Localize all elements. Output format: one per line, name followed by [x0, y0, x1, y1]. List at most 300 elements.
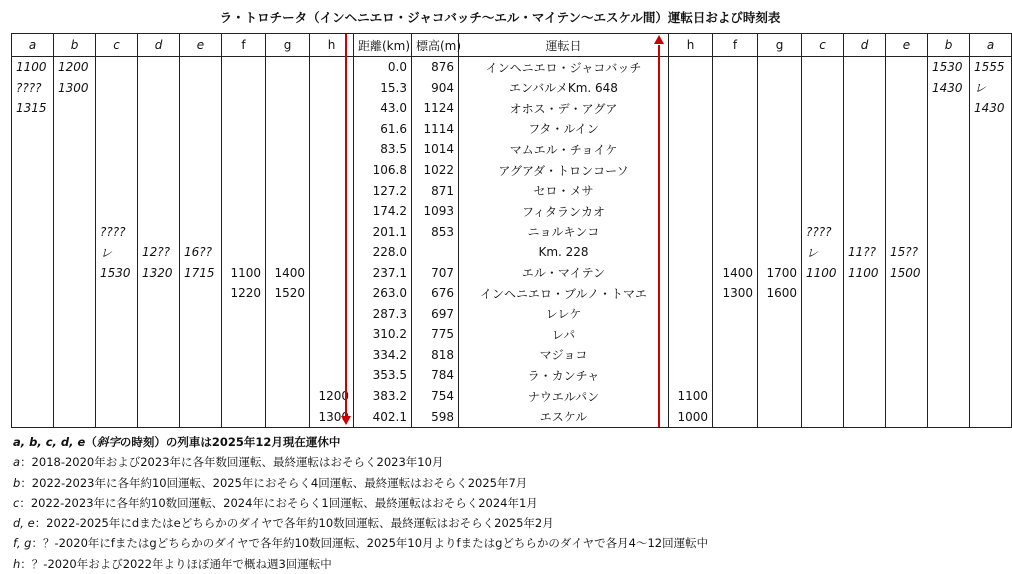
col-header: 距離(km): [354, 34, 412, 57]
station-name: ニョルキンコ: [459, 221, 669, 242]
note-text: ：2018-2020年および2023年に各年数回運転、最終運転はおそらく2023年10月: [20, 455, 444, 470]
time-cell: [669, 201, 713, 222]
time-cell: [970, 160, 1012, 181]
station-name: ラ・カンチャ: [459, 365, 669, 386]
time-cell: [266, 160, 310, 181]
time-cell: [96, 78, 138, 99]
time-cell: [180, 221, 222, 242]
time-cell: [802, 119, 844, 140]
col-header: c: [96, 34, 138, 57]
distance-cell: 237.1: [354, 262, 412, 283]
time-cell: [180, 345, 222, 366]
time-cell: [758, 180, 802, 201]
elevation-cell: 1114: [412, 119, 459, 140]
time-cell: [928, 119, 970, 140]
col-header: h: [669, 34, 713, 57]
time-cell: [96, 406, 138, 427]
time-cell: [758, 406, 802, 427]
distance-cell: 310.2: [354, 324, 412, 345]
time-cell: [758, 119, 802, 140]
time-cell: [970, 345, 1012, 366]
time-cell: 1400: [713, 262, 758, 283]
time-cell: 1315: [12, 98, 54, 119]
time-cell: [802, 78, 844, 99]
time-cell: [713, 139, 758, 160]
note-text: ：2022-2023年に各年約10数回運転、2024年におそらく1回運転、最終運転はおそらく2024年1月: [19, 495, 538, 510]
up-arrow-icon: [654, 35, 664, 44]
station-name: インヘニエロ・ジャコバッチ: [459, 57, 669, 78]
header-row: [12, 34, 1012, 57]
distance-cell: 127.2: [354, 180, 412, 201]
time-cell: [886, 365, 928, 386]
time-cell: [138, 283, 180, 304]
time-cell: [844, 98, 886, 119]
time-cell: [96, 324, 138, 345]
time-cell: [844, 78, 886, 99]
col-header: g: [758, 34, 802, 57]
time-cell: [928, 345, 970, 366]
time-cell: [54, 221, 96, 242]
table-row: [12, 345, 1012, 366]
time-cell: 1500: [886, 262, 928, 283]
time-cell: [886, 98, 928, 119]
time-cell: [802, 324, 844, 345]
time-cell: [222, 160, 266, 181]
col-header: c: [802, 34, 844, 57]
time-cell: [886, 324, 928, 345]
distance-cell: 0.0: [354, 57, 412, 78]
time-cell: [12, 221, 54, 242]
table-row: [12, 78, 1012, 99]
time-cell: [802, 98, 844, 119]
time-cell: 1400: [266, 262, 310, 283]
time-cell: [802, 57, 844, 78]
time-cell: [669, 119, 713, 140]
time-cell: [713, 160, 758, 181]
time-cell: [222, 304, 266, 325]
time-cell: [928, 406, 970, 427]
elevation-cell: 1093: [412, 201, 459, 222]
time-cell: [180, 139, 222, 160]
time-cell: [266, 57, 310, 78]
time-cell: [758, 139, 802, 160]
time-cell: [970, 324, 1012, 345]
note-key: c: [13, 495, 20, 510]
time-cell: [180, 406, 222, 427]
time-cell: [928, 98, 970, 119]
col-header: b: [54, 34, 96, 57]
table-row: [12, 98, 1012, 119]
time-cell: [886, 139, 928, 160]
elevation-cell: 1124: [412, 98, 459, 119]
time-cell: [138, 139, 180, 160]
time-cell: [96, 283, 138, 304]
time-cell: [970, 242, 1012, 263]
time-cell: [844, 119, 886, 140]
col-header: g: [266, 34, 310, 57]
time-cell: [138, 365, 180, 386]
time-cell: [758, 201, 802, 222]
col-header: f: [713, 34, 758, 57]
time-cell: [758, 242, 802, 263]
time-cell: [844, 365, 886, 386]
distance-cell: 383.2: [354, 386, 412, 407]
time-cell: [96, 57, 138, 78]
table-row: [12, 201, 1012, 222]
time-cell: [802, 406, 844, 427]
time-cell: [180, 119, 222, 140]
time-cell: 1520: [266, 283, 310, 304]
distance-cell: 61.6: [354, 119, 412, 140]
time-cell: [54, 242, 96, 263]
station-name: マムエル・チョイケ: [459, 139, 669, 160]
col-header: d: [844, 34, 886, 57]
time-cell: [266, 180, 310, 201]
time-cell: [138, 221, 180, 242]
time-cell: [802, 180, 844, 201]
station-name: フィタランカオ: [459, 201, 669, 222]
time-cell: [844, 160, 886, 181]
time-cell: [96, 160, 138, 181]
time-cell: 1200: [54, 57, 96, 78]
time-cell: [886, 78, 928, 99]
time-cell: [96, 304, 138, 325]
time-cell: 1555: [970, 57, 1012, 78]
time-cell: [180, 386, 222, 407]
time-cell: [970, 201, 1012, 222]
time-cell: [222, 324, 266, 345]
time-cell: [713, 180, 758, 201]
time-cell: [844, 283, 886, 304]
distance-cell: 402.1: [354, 406, 412, 427]
time-cell: [138, 119, 180, 140]
time-cell: [266, 386, 310, 407]
time-cell: [886, 160, 928, 181]
distance-cell: 15.3: [354, 78, 412, 99]
note-line: [13, 473, 993, 493]
elevation-cell: 1022: [412, 160, 459, 181]
time-cell: [12, 201, 54, 222]
time-cell: [12, 386, 54, 407]
time-cell: [54, 119, 96, 140]
time-cell: [758, 57, 802, 78]
time-cell: 16??: [180, 242, 222, 263]
note-key: a: [13, 455, 21, 470]
time-cell: [54, 98, 96, 119]
table-row: [12, 139, 1012, 160]
time-cell: [669, 57, 713, 78]
time-cell: [54, 324, 96, 345]
time-cell: [802, 201, 844, 222]
time-cell: [138, 98, 180, 119]
time-cell: 1700: [758, 262, 802, 283]
time-cell: [886, 283, 928, 304]
elevation-cell: 853: [412, 221, 459, 242]
time-cell: [12, 324, 54, 345]
time-cell: [138, 406, 180, 427]
notes-header-text: の時刻）の列車は2025年12月現在運休中: [119, 435, 341, 449]
time-cell: [758, 324, 802, 345]
time-cell: [180, 160, 222, 181]
col-header: 標高(m): [412, 34, 459, 57]
station-name: インヘニエロ・ブルノ・トマエ: [459, 283, 669, 304]
time-cell: [669, 221, 713, 242]
time-cell: ????: [802, 221, 844, 242]
col-header: e: [886, 34, 928, 57]
time-cell: レ: [802, 242, 844, 263]
time-cell: [222, 139, 266, 160]
time-cell: [669, 78, 713, 99]
time-cell: [886, 201, 928, 222]
timetable: [11, 33, 1012, 428]
time-cell: [844, 345, 886, 366]
elevation-cell: 904: [412, 78, 459, 99]
table-row: [12, 406, 1012, 427]
time-cell: [886, 221, 928, 242]
time-cell: [970, 406, 1012, 427]
time-cell: [12, 119, 54, 140]
table-row: [12, 324, 1012, 345]
time-cell: [266, 324, 310, 345]
time-cell: 11??: [844, 242, 886, 263]
time-cell: [928, 386, 970, 407]
time-cell: ????: [12, 78, 54, 99]
col-header: f: [222, 34, 266, 57]
time-cell: [12, 304, 54, 325]
station-name: エンバルメKm. 648: [459, 78, 669, 99]
time-cell: 12??: [138, 242, 180, 263]
time-cell: [713, 201, 758, 222]
time-cell: [180, 324, 222, 345]
time-cell: [928, 139, 970, 160]
time-cell: [266, 345, 310, 366]
time-cell: [886, 180, 928, 201]
time-cell: [12, 283, 54, 304]
time-cell: [758, 221, 802, 242]
col-header: h: [310, 34, 354, 57]
time-cell: [138, 386, 180, 407]
time-cell: [222, 365, 266, 386]
time-cell: [96, 139, 138, 160]
time-cell: [266, 201, 310, 222]
station-name: エスケル: [459, 406, 669, 427]
time-cell: [970, 365, 1012, 386]
time-cell: [886, 57, 928, 78]
col-header: b: [928, 34, 970, 57]
time-cell: [669, 160, 713, 181]
time-cell: [970, 304, 1012, 325]
time-cell: [54, 345, 96, 366]
distance-cell: 353.5: [354, 365, 412, 386]
time-cell: [180, 78, 222, 99]
time-cell: [180, 57, 222, 78]
time-cell: 1100: [12, 57, 54, 78]
time-cell: [222, 221, 266, 242]
up-direction-arrow: [658, 45, 660, 427]
down-arrow-icon: [341, 416, 351, 425]
time-cell: [758, 386, 802, 407]
time-cell: [12, 139, 54, 160]
time-cell: [713, 78, 758, 99]
time-cell: [138, 180, 180, 201]
distance-cell: 334.2: [354, 345, 412, 366]
notes-header-trains: a, b, c, d, e: [13, 435, 86, 449]
station-name: レレケ: [459, 304, 669, 325]
time-cell: [802, 304, 844, 325]
time-cell: 15??: [886, 242, 928, 263]
time-cell: [886, 345, 928, 366]
note-text: ：2022-2023年に各年約10回運転、2025年におそらく4回運転、最終運転はおそらく2025年7月: [20, 475, 528, 490]
station-name: フタ・ルイン: [459, 119, 669, 140]
time-cell: [886, 406, 928, 427]
distance-cell: 201.1: [354, 221, 412, 242]
time-cell: 1430: [928, 78, 970, 99]
elevation-cell: 775: [412, 324, 459, 345]
time-cell: 1000: [669, 406, 713, 427]
time-cell: [713, 406, 758, 427]
distance-cell: 106.8: [354, 160, 412, 181]
elevation-cell: 784: [412, 365, 459, 386]
time-cell: [138, 324, 180, 345]
distance-cell: 263.0: [354, 283, 412, 304]
time-cell: [12, 262, 54, 283]
time-cell: [928, 304, 970, 325]
time-cell: [844, 324, 886, 345]
note-text: ：2022-2025年にdまたはeどちらかのダイヤで各年約10数回運転、最終運転はおそらく2025年2月: [34, 516, 554, 531]
table-row: [12, 180, 1012, 201]
time-cell: ????: [96, 221, 138, 242]
time-cell: 1300: [310, 406, 354, 427]
time-cell: [222, 98, 266, 119]
time-cell: [928, 242, 970, 263]
time-cell: [222, 57, 266, 78]
time-cell: [138, 201, 180, 222]
col-header: e: [180, 34, 222, 57]
time-cell: [844, 406, 886, 427]
time-cell: [669, 345, 713, 366]
time-cell: [802, 139, 844, 160]
col-header: a: [970, 34, 1012, 57]
time-cell: [669, 262, 713, 283]
table-row: [12, 283, 1012, 304]
time-cell: 1530: [928, 57, 970, 78]
time-cell: [96, 345, 138, 366]
time-cell: [222, 180, 266, 201]
time-cell: [970, 283, 1012, 304]
time-cell: [266, 98, 310, 119]
distance-cell: 287.3: [354, 304, 412, 325]
time-cell: [12, 365, 54, 386]
down-direction-arrow: [345, 34, 347, 416]
time-cell: [713, 345, 758, 366]
time-cell: [54, 365, 96, 386]
table-row: [12, 57, 1012, 78]
note-key: h: [13, 556, 21, 571]
time-cell: [96, 386, 138, 407]
time-cell: [886, 386, 928, 407]
time-cell: [802, 283, 844, 304]
time-cell: [669, 180, 713, 201]
table-row: [12, 386, 1012, 407]
time-cell: [138, 304, 180, 325]
time-cell: レ: [970, 78, 1012, 99]
time-cell: 1430: [970, 98, 1012, 119]
station-name: レパ: [459, 324, 669, 345]
note-line: [13, 513, 993, 533]
time-cell: [266, 304, 310, 325]
elevation-cell: 598: [412, 406, 459, 427]
table-row: [12, 262, 1012, 283]
note-key: d, e: [13, 516, 35, 531]
time-cell: 1100: [802, 262, 844, 283]
time-cell: [970, 139, 1012, 160]
time-cell: [222, 242, 266, 263]
time-cell: [713, 365, 758, 386]
time-cell: [802, 386, 844, 407]
time-cell: [222, 386, 266, 407]
time-cell: [266, 365, 310, 386]
time-cell: [54, 386, 96, 407]
notes-header-paren: （: [85, 435, 97, 449]
time-cell: [844, 221, 886, 242]
time-cell: [138, 57, 180, 78]
note-text: ：？-2020年にfまたはgどちらかのダイヤで各年約10数回運転、2025年10月よりfまたはgどちらかのダイヤで各月4〜12回運転中: [31, 536, 709, 551]
table-row: [12, 160, 1012, 181]
time-cell: [54, 304, 96, 325]
time-cell: 1600: [758, 283, 802, 304]
time-cell: [96, 119, 138, 140]
time-cell: レ: [96, 242, 138, 263]
note-line: [13, 452, 993, 472]
time-cell: [180, 180, 222, 201]
time-cell: [758, 160, 802, 181]
note-key: b: [13, 475, 21, 490]
time-cell: [713, 324, 758, 345]
time-cell: [844, 304, 886, 325]
station-name: ナウエルパン: [459, 386, 669, 407]
time-cell: [669, 365, 713, 386]
time-cell: [266, 119, 310, 140]
time-cell: 1715: [180, 262, 222, 283]
time-cell: 1300: [713, 283, 758, 304]
time-cell: [266, 406, 310, 427]
time-cell: [222, 78, 266, 99]
time-cell: [928, 201, 970, 222]
time-cell: [669, 139, 713, 160]
time-cell: [12, 180, 54, 201]
time-cell: [266, 221, 310, 242]
distance-cell: 83.5: [354, 139, 412, 160]
time-cell: [713, 386, 758, 407]
time-cell: [96, 98, 138, 119]
time-cell: [802, 365, 844, 386]
time-cell: [713, 304, 758, 325]
time-cell: [713, 98, 758, 119]
time-cell: [12, 406, 54, 427]
time-cell: [266, 78, 310, 99]
time-cell: [180, 201, 222, 222]
time-cell: [138, 345, 180, 366]
note-line: [13, 533, 993, 553]
time-cell: [886, 119, 928, 140]
time-cell: [844, 180, 886, 201]
station-name: マジョコ: [459, 345, 669, 366]
distance-cell: 174.2: [354, 201, 412, 222]
time-cell: [802, 160, 844, 181]
time-cell: [138, 78, 180, 99]
time-cell: [180, 283, 222, 304]
col-header: a: [12, 34, 54, 57]
